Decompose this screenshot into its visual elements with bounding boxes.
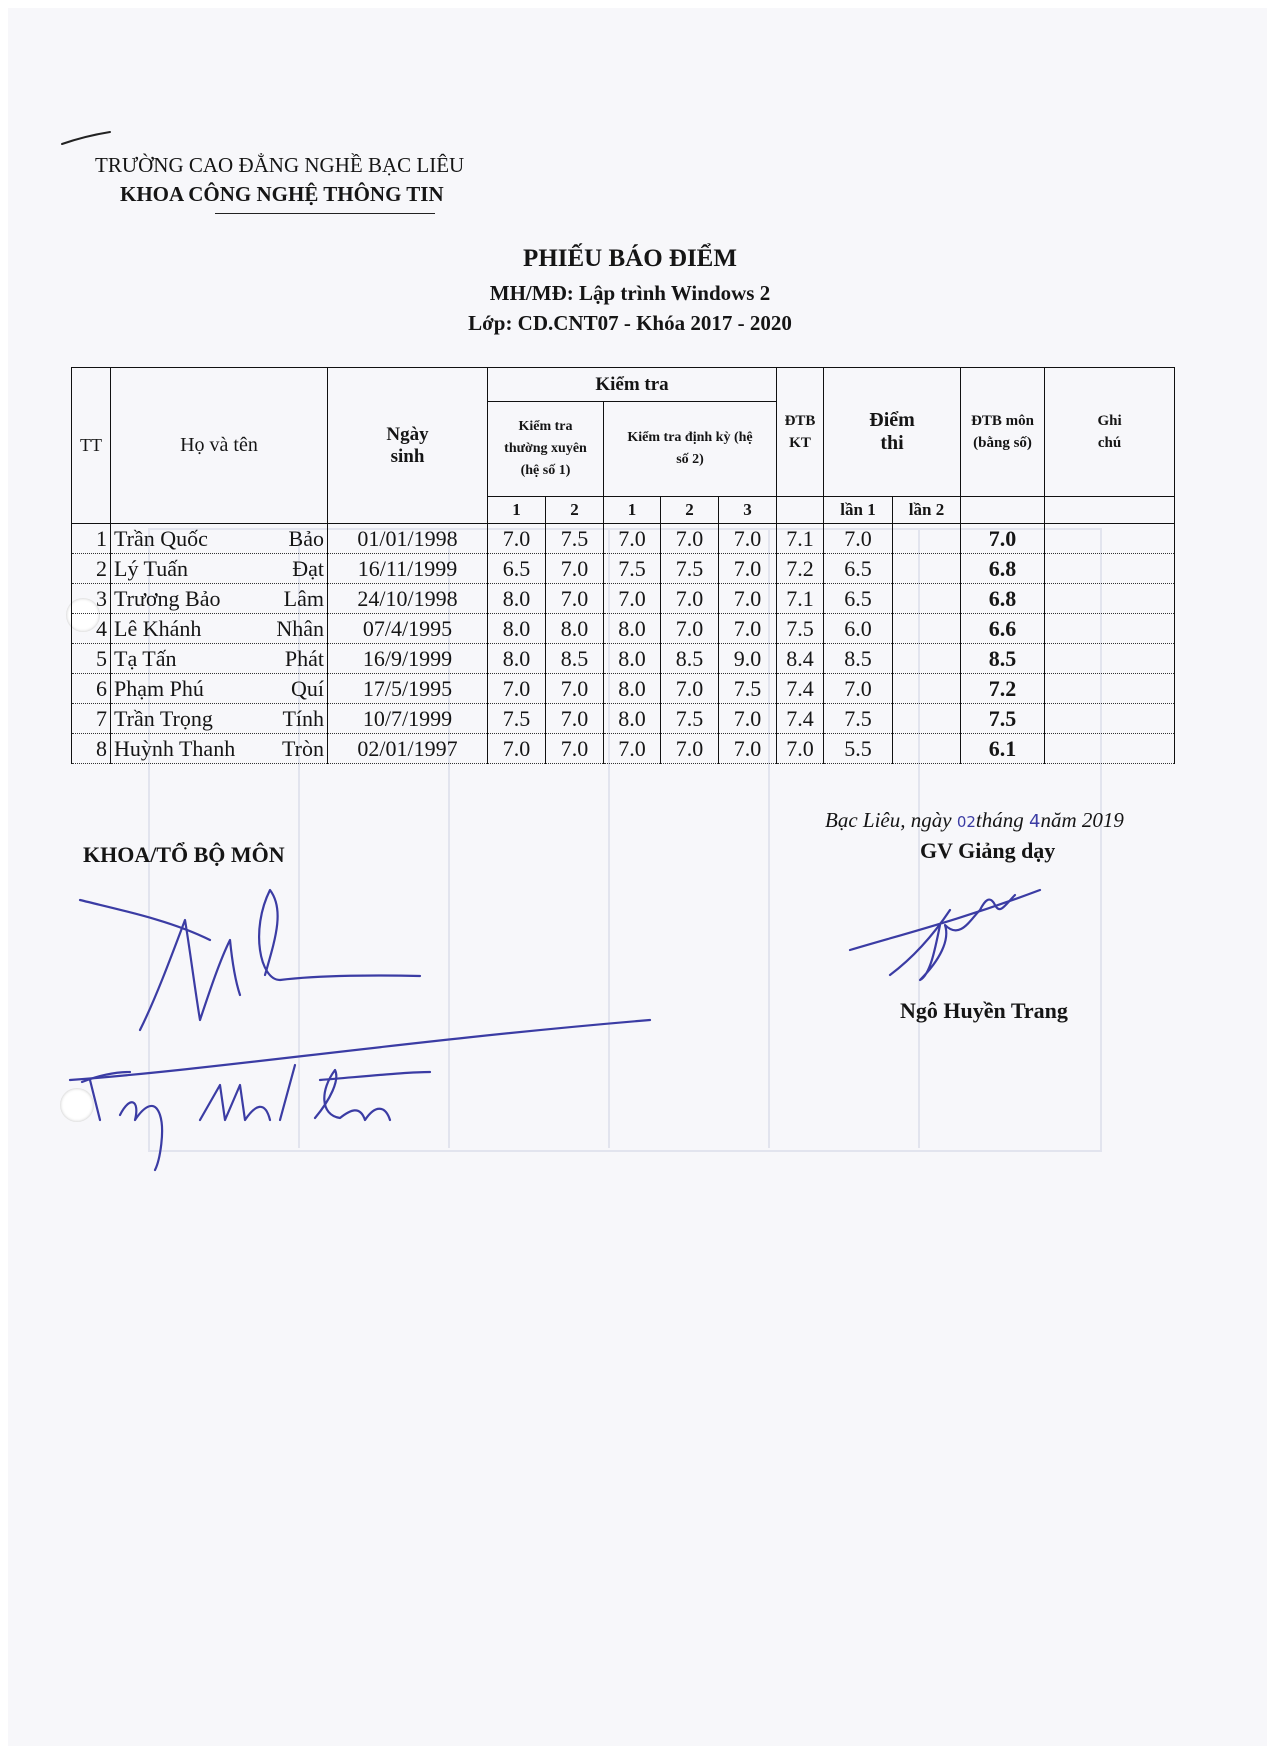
cell-ghichu [1045, 554, 1175, 584]
cell-tt: 2 [72, 554, 111, 584]
cell-dk1: 7.0 [604, 584, 661, 614]
cell-tx2: 7.5 [546, 524, 604, 554]
cell-tx1: 7.0 [488, 674, 546, 704]
cell-dk2: 7.0 [661, 674, 719, 704]
grade-table [71, 367, 1175, 764]
cell-ho: Lê Khánh [114, 615, 202, 641]
cell-dk1: 7.0 [604, 524, 661, 554]
cell-dtbkt: 7.5 [777, 614, 824, 644]
header-lan-2: lần 2 [893, 497, 961, 524]
cell-ho: Trần Trọng [114, 705, 213, 731]
cell-dk3: 7.0 [719, 704, 777, 734]
cell-name [111, 524, 328, 554]
cell-tx2: 8.5 [546, 644, 604, 674]
cell-ho: Huỳnh Thanh [114, 735, 236, 761]
cell-ghichu [1045, 734, 1175, 764]
cell-lan1: 5.5 [824, 734, 893, 764]
left-signature-title: KHOA/TỔ BỘ MÔN [83, 842, 285, 867]
cell-tx2: 7.0 [546, 584, 604, 614]
cell-ghichu [1045, 584, 1175, 614]
cell-tt: 4 [72, 614, 111, 644]
header-dtb-kt: ĐTB KT [777, 368, 824, 497]
cell-lan1: 7.0 [824, 674, 893, 704]
cell-dob: 24/10/1998 [328, 584, 488, 614]
left-name-handwriting [80, 1060, 440, 1170]
table-row [72, 674, 1175, 704]
cell-ho: Trương Bảo [114, 585, 221, 611]
cell-tx1: 8.0 [488, 614, 546, 644]
cell-dk3: 7.0 [719, 734, 777, 764]
table-row [72, 554, 1175, 584]
title-class: Lớp: CD.CNT07 - Khóa 2017 - 2020 [468, 311, 792, 335]
cell-dtbkt: 7.1 [777, 584, 824, 614]
table-row [72, 614, 1175, 644]
cell-tt: 3 [72, 584, 111, 614]
cell-ghichu [1045, 644, 1175, 674]
cell-dtbkt: 7.2 [777, 554, 824, 584]
cell-dtbkt: 8.4 [777, 644, 824, 674]
cell-lan2 [893, 524, 961, 554]
table-row [72, 584, 1175, 614]
title-main: PHIẾU BÁO ĐIỂM [523, 245, 737, 272]
header-thuong-xuyen: Kiểm tra thường xuyên (hệ số 1) [488, 402, 604, 497]
cell-lan2 [893, 614, 961, 644]
teacher-name: Ngô Huyền Trang [900, 998, 1068, 1023]
cell-dk1: 8.0 [604, 674, 661, 704]
cell-name [111, 734, 328, 764]
cell-name [111, 584, 328, 614]
cell-dk1: 7.0 [604, 734, 661, 764]
faculty-underline [215, 213, 435, 214]
cell-dob: 02/01/1997 [328, 734, 488, 764]
cell-dk3: 7.5 [719, 674, 777, 704]
header-kiem-tra: Kiểm tra [488, 368, 777, 402]
right-signature-title: GV Giảng dạy [920, 838, 1056, 863]
cell-ten: Phát [284, 645, 324, 671]
cell-lan1: 6.5 [824, 584, 893, 614]
date-month: 4 [1029, 811, 1041, 832]
date-day: 02 [956, 813, 976, 831]
cell-lan1: 8.5 [824, 644, 893, 674]
header-tt: TT [72, 368, 111, 524]
cell-dob: 16/9/1999 [328, 644, 488, 674]
cell-dob: 01/01/1998 [328, 524, 488, 554]
cell-dtbmon: 6.8 [961, 554, 1045, 584]
cell-tx1: 8.0 [488, 644, 546, 674]
cell-lan1: 7.0 [824, 524, 893, 554]
cell-dk2: 7.0 [661, 524, 719, 554]
cell-dk3: 7.0 [719, 554, 777, 584]
cell-ghichu [1045, 614, 1175, 644]
cell-dk1: 8.0 [604, 704, 661, 734]
cell-tx2: 7.0 [546, 674, 604, 704]
cell-ten: Nhân [276, 615, 324, 641]
header-ghi-chu-blank [1045, 497, 1175, 524]
header-name: Họ và tên [111, 368, 328, 524]
cell-dk3: 7.0 [719, 524, 777, 554]
cell-dob: 07/4/1995 [328, 614, 488, 644]
cell-dtbmon: 7.2 [961, 674, 1045, 704]
cell-dk1: 7.5 [604, 554, 661, 584]
cell-ho: Lý Tuấn [114, 555, 188, 581]
header-dtb-kt-blank [777, 497, 824, 524]
cell-ten: Bảo [288, 525, 324, 551]
cell-dk2: 7.0 [661, 584, 719, 614]
school-name: TRƯỜNG CAO ĐẲNG NGHỀ BẠC LIÊU [95, 153, 465, 177]
table-row [72, 644, 1175, 674]
cell-dtbmon: 7.5 [961, 704, 1045, 734]
cell-dtbmon: 7.0 [961, 524, 1045, 554]
header-tx-2: 2 [546, 497, 604, 524]
date-month-word: tháng [975, 808, 1024, 832]
cell-tx1: 7.5 [488, 704, 546, 734]
cell-dk2: 7.0 [661, 614, 719, 644]
cell-lan2 [893, 704, 961, 734]
cell-tx1: 7.0 [488, 734, 546, 764]
cell-ten: Đạt [292, 555, 324, 581]
header-dtb-mon-blank [961, 497, 1045, 524]
cell-tt: 7 [72, 704, 111, 734]
cell-tx2: 7.0 [546, 704, 604, 734]
faculty-name: KHOA CÔNG NGHỆ THÔNG TIN [120, 182, 444, 206]
header-dob: Ngày sinh [328, 368, 488, 524]
table-row [72, 734, 1175, 764]
header-ghi-chu: Ghi chú [1045, 368, 1175, 497]
cell-lan2 [893, 644, 961, 674]
cell-ho: Trần Quốc [114, 525, 208, 551]
cell-dk2: 8.5 [661, 644, 719, 674]
header-dinh-ky: Kiểm tra định kỳ (hệ số 2) [604, 402, 777, 497]
date-line [825, 808, 1124, 833]
date-year: năm 2019 [1040, 808, 1124, 832]
cell-name [111, 704, 328, 734]
cell-name [111, 614, 328, 644]
header-dk-1: 1 [604, 497, 661, 524]
cell-dtbmon: 8.5 [961, 644, 1045, 674]
cell-dk2: 7.0 [661, 734, 719, 764]
cell-dtbmon: 6.1 [961, 734, 1045, 764]
header-dk-3: 3 [719, 497, 777, 524]
header-dk-2: 2 [661, 497, 719, 524]
cell-dk1: 8.0 [604, 614, 661, 644]
cell-dob: 17/5/1995 [328, 674, 488, 704]
cell-ten: Tròn [282, 735, 324, 761]
cell-lan1: 6.5 [824, 554, 893, 584]
cell-dtbkt: 7.4 [777, 704, 824, 734]
cell-lan2 [893, 584, 961, 614]
cell-ten: Tính [282, 705, 324, 731]
cell-dk1: 8.0 [604, 644, 661, 674]
cell-dk3: 9.0 [719, 644, 777, 674]
cell-tx1: 6.5 [488, 554, 546, 584]
cell-tt: 6 [72, 674, 111, 704]
cell-ghichu [1045, 674, 1175, 704]
cell-lan1: 6.0 [824, 614, 893, 644]
right-signature [840, 880, 1080, 990]
cell-tx1: 8.0 [488, 584, 546, 614]
header-dtb-mon: ĐTB môn (bằng số) [961, 368, 1045, 497]
date-prefix: Bạc Liêu, ngày [825, 808, 952, 832]
header-lan-1: lần 1 [824, 497, 893, 524]
header-diem-thi: Điểm thi [824, 368, 961, 497]
cell-tx1: 7.0 [488, 524, 546, 554]
cell-tt: 8 [72, 734, 111, 764]
cell-tx2: 8.0 [546, 614, 604, 644]
cell-dtbmon: 6.8 [961, 584, 1045, 614]
cell-dtbmon: 6.6 [961, 614, 1045, 644]
cell-ghichu [1045, 524, 1175, 554]
cell-tx2: 7.0 [546, 734, 604, 764]
cell-dob: 16/11/1999 [328, 554, 488, 584]
cell-dtbkt: 7.1 [777, 524, 824, 554]
cell-lan1: 7.5 [824, 704, 893, 734]
cell-ho: Phạm Phú [114, 675, 204, 701]
cell-dk2: 7.5 [661, 554, 719, 584]
cell-dk3: 7.0 [719, 584, 777, 614]
title-subject: MH/MĐ: Lập trình Windows 2 [489, 281, 771, 305]
cell-lan2 [893, 554, 961, 584]
cell-lan2 [893, 674, 961, 704]
cell-dk2: 7.5 [661, 704, 719, 734]
cell-dk3: 7.0 [719, 614, 777, 644]
cell-dtbkt: 7.4 [777, 674, 824, 704]
cell-ten: Quí [291, 675, 324, 701]
header-tx-1: 1 [488, 497, 546, 524]
cell-name [111, 554, 328, 584]
cell-name [111, 644, 328, 674]
cell-dtbkt: 7.0 [777, 734, 824, 764]
cell-dob: 10/7/1999 [328, 704, 488, 734]
table-row [72, 524, 1175, 554]
cell-ho: Tạ Tấn [114, 645, 177, 671]
cell-tt: 1 [72, 524, 111, 554]
cell-lan2 [893, 734, 961, 764]
cell-ten: Lâm [283, 585, 324, 611]
corner-pen-mark [60, 130, 120, 150]
table-row [72, 704, 1175, 734]
cell-name [111, 674, 328, 704]
cell-tx2: 7.0 [546, 554, 604, 584]
cell-tt: 5 [72, 644, 111, 674]
cell-ghichu [1045, 704, 1175, 734]
